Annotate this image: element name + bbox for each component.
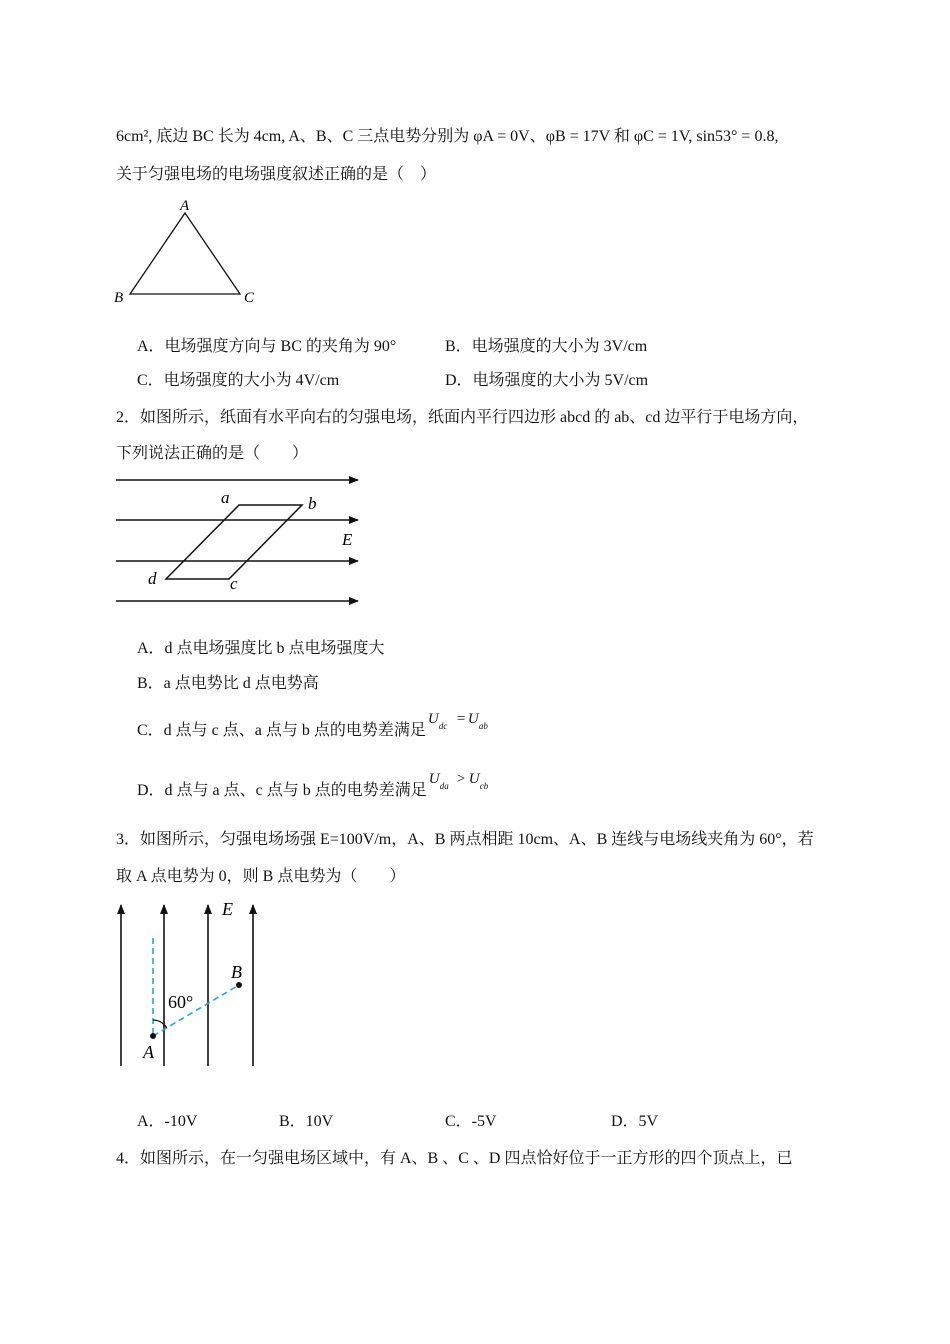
q3-stem-line2: 取 A 点电势为 0，则 B 点电势为（ ）: [116, 868, 406, 885]
point-a-label: A: [143, 1042, 154, 1062]
vertex-a-label: A: [180, 198, 190, 214]
point-b-dot: [236, 982, 242, 988]
formula-udc-eq-uab: U dc = U ab: [427, 711, 488, 732]
q2-option-a: A．d 点电场强度比 b 点电场强度大: [137, 640, 385, 657]
q2-option-b: B．a 点电势比 d 点电势高: [137, 675, 319, 692]
q3-option-b: B．10V: [279, 1113, 334, 1130]
q3-option-d: D．5V: [611, 1113, 659, 1130]
q3-stem-line1: 3．如图所示，匀强电场场强 E=100V/m，A、B 两点相距 10cm、A、B 连线与电场线夹角为 60°，若: [116, 831, 814, 848]
q1-option-d: D．电场强度的大小为 5V/cm: [445, 372, 649, 389]
q2-option-c: [137, 711, 496, 742]
q2-option-d-text: D．d 点与 a 点、c 点与 b 点的电势差满足: [137, 782, 427, 799]
q1-stem-line2: 关于匀强电场的电场强度叙述正确的是（ ）: [116, 166, 437, 183]
q2-option-d: [137, 771, 497, 802]
parallelogram-abcd: [166, 505, 302, 579]
point-b-label: B: [231, 962, 242, 982]
field-e-label: E: [222, 899, 233, 919]
q3-option-c: C．-5V: [445, 1113, 497, 1130]
q1-triangle-figure: [110, 195, 260, 307]
q2-stem-line2: 下列说法正确的是（ ）: [116, 445, 309, 462]
formula-uda-gt-ucb: U da > U cb: [428, 771, 489, 792]
ab-dashed-line: [153, 985, 239, 1036]
point-b-label: b: [308, 494, 317, 513]
point-a-label: a: [221, 488, 230, 507]
q3-field-figure: [110, 896, 270, 1071]
vertex-c-label: C: [244, 290, 255, 306]
q2-option-c-text: C．d 点与 c 点、a 点与 b 点的电势差满足: [137, 722, 426, 739]
q1-option-a: A．电场强度方向与 BC 的夹角为 90°: [137, 338, 397, 355]
point-c-label: c: [230, 574, 238, 593]
vertex-b-label: B: [114, 290, 124, 306]
point-d-label: d: [148, 569, 157, 588]
point-a-dot: [150, 1033, 156, 1039]
q2-parallelogram-figure: [110, 470, 370, 610]
field-e-label: E: [342, 530, 353, 549]
triangle-abc: [130, 213, 240, 294]
angle-label: 60°: [168, 992, 194, 1012]
q1-option-b: B．电场强度的大小为 3V/cm: [445, 338, 648, 355]
q4-stem-line1: 4．如图所示，在一匀强电场区域中，有 A、B 、C 、D 四点恰好位于一正方形的四个顶点上，已: [116, 1150, 793, 1167]
q2-stem-line1: 2．如图所示，纸面有水平向右的匀强电场，纸面内平行四边形 abcd 的 ab、cd 边平行于电场方向，: [116, 409, 809, 426]
q3-option-a: A．-10V: [137, 1113, 198, 1130]
q1-stem-line1: 6cm², 底边 BC 长为 4cm, A、B、C 三点电势分别为 φA = 0V、φB = 17V 和 φC = 1V, sin53° = 0.8,: [116, 128, 779, 145]
q1-option-c: C．电场强度的大小为 4V/cm: [137, 372, 340, 389]
